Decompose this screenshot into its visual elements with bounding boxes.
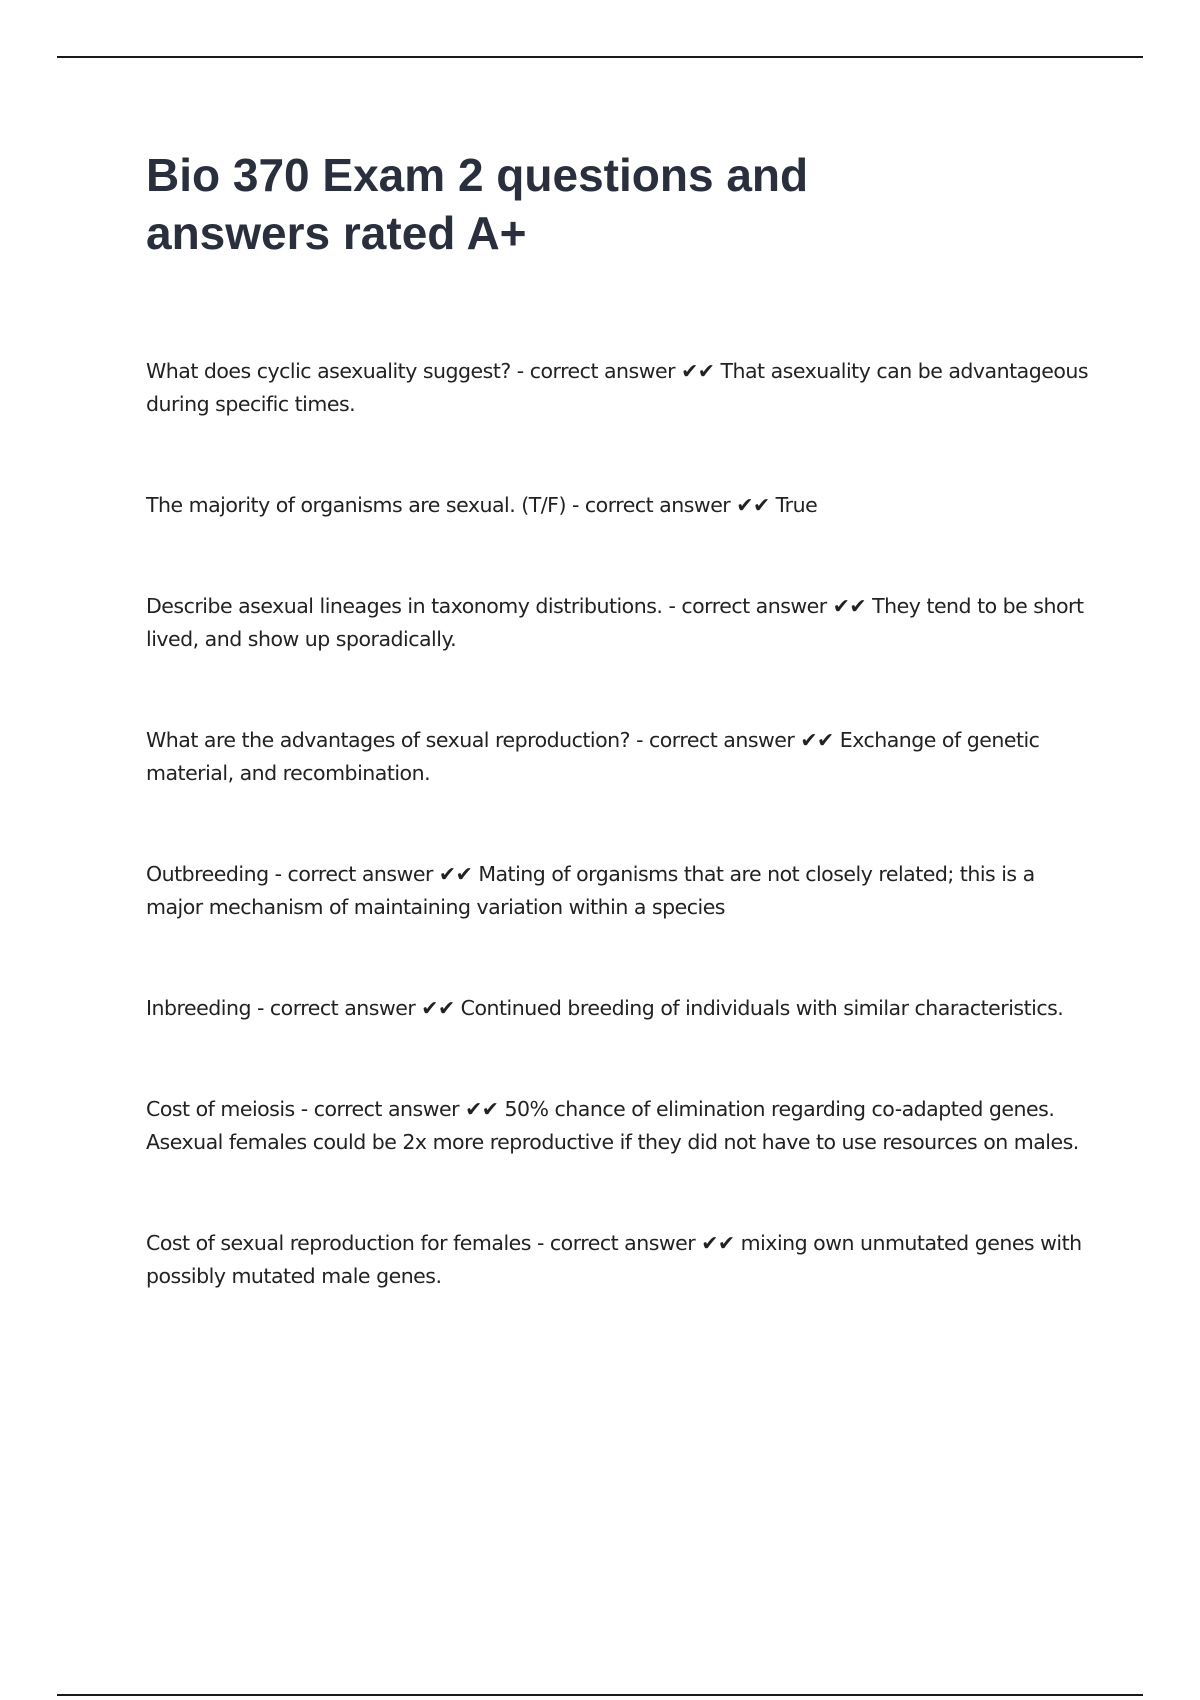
answer-label: correct answer [269, 996, 416, 1020]
double-check-icon: ✔✔ [681, 359, 715, 383]
double-check-icon: ✔✔ [421, 996, 455, 1020]
answer-text: True [775, 493, 818, 517]
document-title: Bio 370 Exam 2 questions and answers rated A+ [146, 149, 809, 259]
double-check-icon: ✔✔ [465, 1097, 499, 1121]
answer-text: That asexuality can be advantageous during specific times. [146, 359, 1089, 416]
answer-label: correct answer [287, 862, 433, 886]
qa-item: Describe asexual lineages in taxonomy distributions. - correct answer ✔✔ They tend to be short lived, and show up sporadically. [146, 594, 1084, 651]
answer-label: correct answer [648, 728, 795, 752]
bottom-rule [57, 1694, 1143, 1696]
answer-text: Mating of organisms that are not closely related; this is a major mechanism of maintaining variation within a species [146, 862, 1035, 919]
double-check-icon: ✔✔ [701, 1231, 735, 1255]
question-text: What does cyclic asexuality suggest? [146, 359, 511, 383]
question-text: Cost of sexual reproduction for females [146, 1231, 531, 1255]
double-check-icon: ✔✔ [438, 862, 473, 886]
answer-label: correct answer [313, 1097, 460, 1121]
qa-item: The majority of organisms are sexual. (T/F) - correct answer ✔✔ True [146, 493, 818, 517]
double-check-icon: ✔✔ [832, 594, 867, 618]
answer-label: correct answer [529, 359, 676, 383]
top-rule [57, 56, 1143, 58]
qa-list [146, 355, 1096, 1361]
answer-text: Continued breeding of individuals with similar characteristics. [460, 996, 1064, 1020]
question-text: Describe asexual lineages in taxonomy distributions. [146, 594, 663, 618]
answer-text: 50% chance of elimination regarding co-adapted genes. Asexual females could be 2x more reproductive if they did not have to use resources on males. [146, 1097, 1079, 1154]
question-text: The majority of organisms are sexual. (T/F) [146, 493, 566, 517]
question-text: Cost of meiosis [146, 1097, 295, 1121]
answer-text: mixing own unmutated genes with possibly mutated male genes. [146, 1231, 1082, 1288]
answer-label: correct answer [681, 594, 827, 618]
question-text: Outbreeding [146, 862, 269, 886]
qa-item: What does cyclic asexuality suggest? - correct answer ✔✔ That asexuality can be advantageous during specific times. [146, 359, 1089, 416]
qa-item: Inbreeding - correct answer ✔✔ Continued breeding of individuals with similar characteristics. [146, 996, 1064, 1020]
answer-label: correct answer [584, 493, 731, 517]
qa-item: What are the advantages of sexual reproduction? - correct answer ✔✔ Exchange of genetic material, and recombination. [146, 728, 1040, 785]
qa-item: Outbreeding - correct answer ✔✔ Mating of organisms that are not closely related; this is a major mechanism of maintaining variation within a species [146, 862, 1035, 919]
double-check-icon: ✔✔ [736, 493, 770, 517]
answer-label: correct answer [549, 1231, 696, 1255]
qa-item: Cost of sexual reproduction for females - correct answer ✔✔ mixing own unmutated genes with possibly mutated male genes. [146, 1231, 1082, 1288]
double-check-icon: ✔✔ [800, 728, 834, 752]
question-text: What are the advantages of sexual reproduction? [146, 728, 631, 752]
qa-item: Cost of meiosis - correct answer ✔✔ 50% chance of elimination regarding co-adapted genes. Asexual females could be 2x more reproductive if they did not have to use resources on males. [146, 1097, 1079, 1154]
answer-text: They tend to be short lived, and show up sporadically. [146, 594, 1084, 651]
answer-text: Exchange of genetic material, and recombination. [146, 728, 1040, 785]
question-text: Inbreeding [146, 996, 251, 1020]
